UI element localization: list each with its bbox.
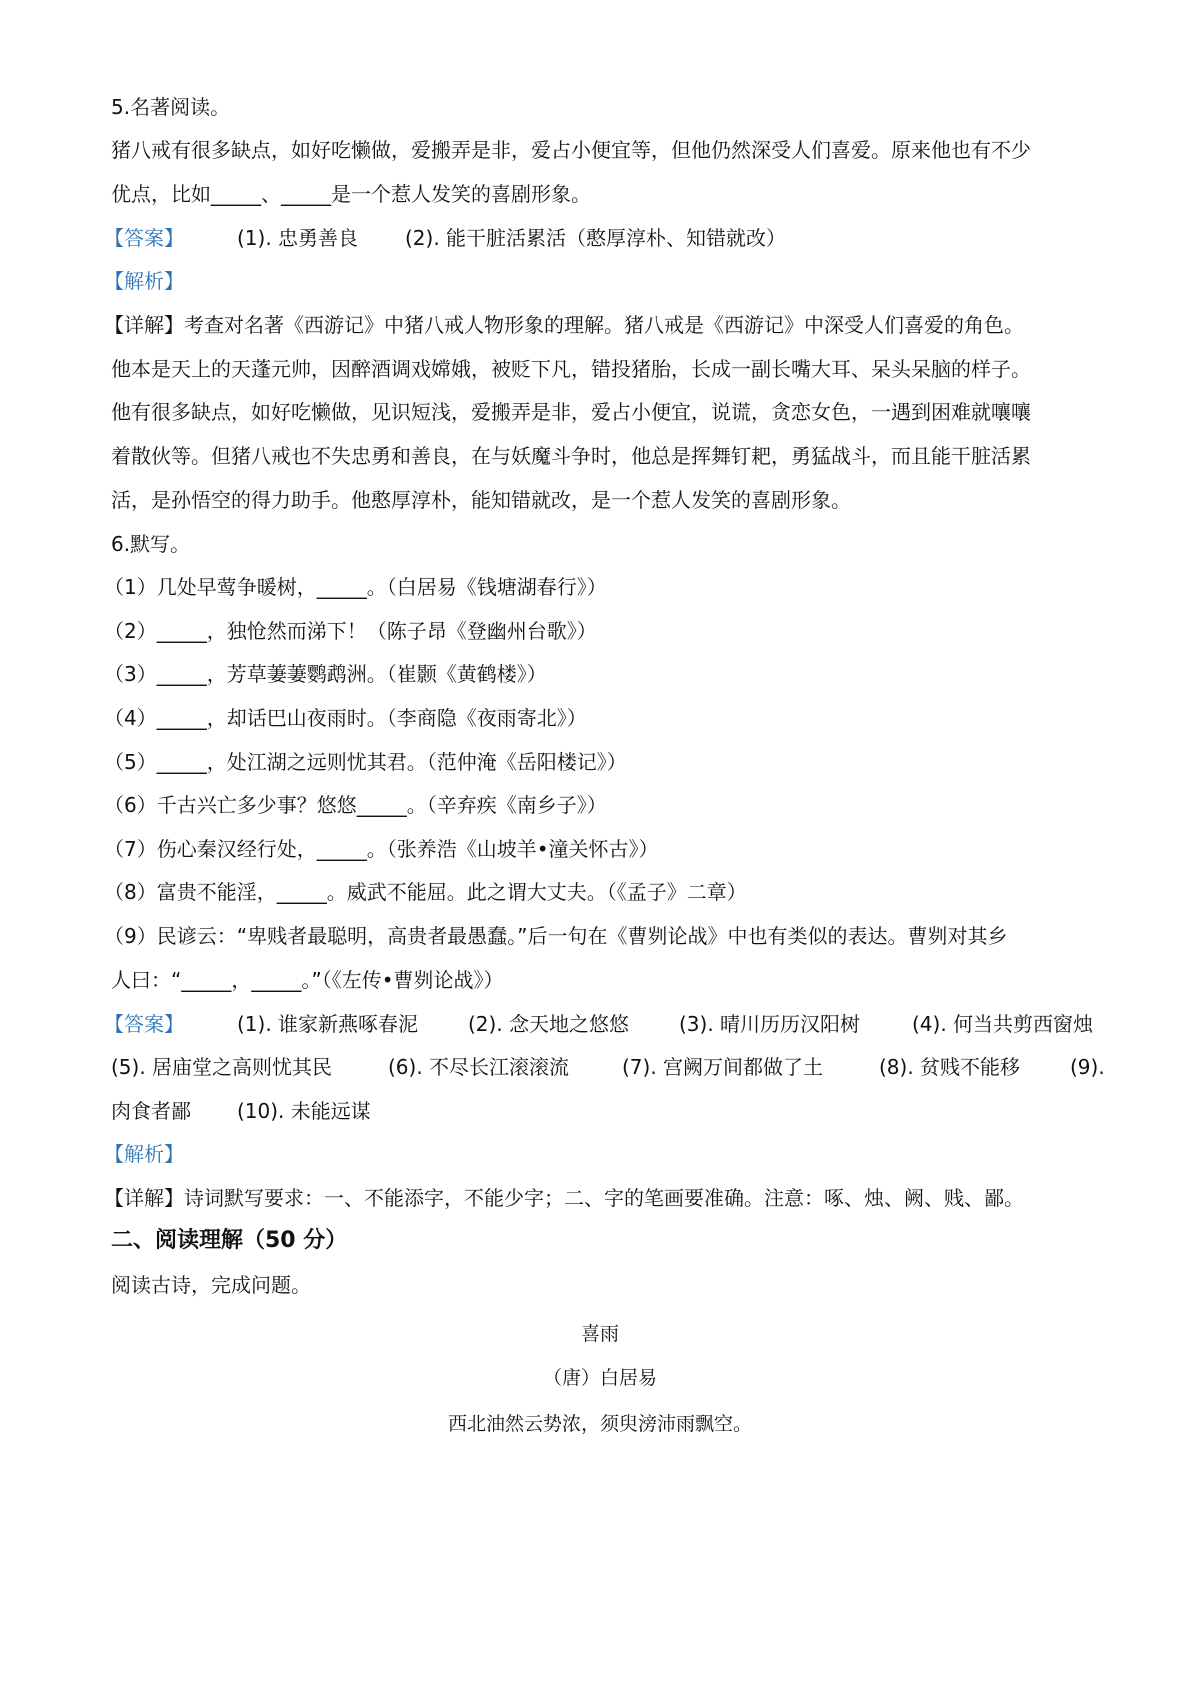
q6-answer-9-number: (9).	[1070, 1055, 1105, 1079]
q6-answer-4: (4). 何当共剪西窗烛	[912, 1012, 1094, 1036]
q5-detail-line-3: 他有很多缺点，如好吃懒做，见识短浅，爱搬弄是非，爱占小便宜，说谎，贪恋女色，一遇到困难就嚷嚷	[111, 400, 1031, 424]
poem-title: 喜雨	[580, 1323, 619, 1345]
q5-title: 5.名著阅读。	[111, 95, 231, 119]
poem-author: （唐）白居易	[542, 1367, 657, 1389]
q6-answer-1: (1). 谁家新燕啄春泥	[237, 1012, 419, 1036]
q6-item-3: （3）_____，芳草萋萋鹦鹉洲。（崔颢《黄鹤楼》）	[104, 662, 547, 686]
q6-item-9-continued: 人曰：“_____，_____。”（《左传•曹刿论战》）	[111, 968, 504, 992]
q5-answer-2: (2). 能干脏活累活（憨厚淳朴、知错就改）	[405, 226, 787, 250]
q5-detail-line-4: 着散伙等。但猪八戒也不失忠勇和善良，在与妖魔斗争时，他总是挥舞钉耙，勇猛战斗，而且能干脏活累	[111, 444, 1031, 468]
q6-item-8: （8）富贵不能淫，_____。威武不能屈。此之谓大丈夫。（《孟子》二章）	[104, 880, 747, 904]
q6-title: 6.默写。	[111, 532, 191, 556]
q6-item-4: （4）_____，却话巴山夜雨时。（李商隐《夜雨寄北》）	[104, 706, 587, 730]
q6-analysis-label: 【解析】	[104, 1142, 184, 1166]
section-intro: 阅读古诗，完成问题。	[111, 1273, 311, 1297]
q6-item-5: （5）_____，处江湖之远则忧其君。（范仲淹《岳阳楼记》）	[104, 750, 627, 774]
section-heading: 二、阅读理解（50 分）	[111, 1228, 348, 1253]
q5-detail-line-2: 他本是天上的天蓬元帅，因醉酒调戏嫦娥，被贬下凡，错投猪胎，长成一副长嘴大耳、呆头呆脑的样子。	[111, 357, 1031, 381]
q6-answer-5: (5). 居庙堂之高则忧其民	[111, 1055, 333, 1079]
q5-answer-1: (1). 忠勇善良	[237, 226, 359, 250]
q6-answer-8: (8). 贫贱不能移	[879, 1055, 1021, 1079]
q6-answer-9: 肉食者鄙	[111, 1099, 191, 1123]
q6-answer-2: (2). 念天地之悠悠	[468, 1012, 630, 1036]
q5-analysis-label: 【解析】	[104, 269, 184, 293]
q5-answer-label: 【答案】	[104, 226, 184, 250]
poem-line-1: 西北油然云势浓，须臾滂沛雨飘空。	[447, 1413, 752, 1435]
q6-item-9: （9）民谚云：“卑贱者最聪明，高贵者最愚蠢。”后一句在《曹刿论战》中也有类似的表达。曹刿对其乡	[104, 924, 1008, 948]
q6-answer-7: (7). 宫阙万间都做了土	[622, 1055, 824, 1079]
q5-detail-line-1: 【详解】考查对名著《西游记》中猪八戒人物形象的理解。猪八戒是《西游记》中深受人们喜爱的角色。	[104, 313, 1024, 337]
q5-stem-line-2: 优点，比如_____、_____是一个惹人发笑的喜剧形象。	[111, 182, 591, 206]
q5-detail-line-5: 活，是孙悟空的得力助手。他憨厚淳朴，能知错就改，是一个惹人发笑的喜剧形象。	[111, 488, 851, 512]
q6-answer-6: (6). 不尽长江滚滚流	[388, 1055, 570, 1079]
q6-answer-10: (10). 未能远谋	[237, 1099, 371, 1123]
q6-detail: 【详解】诗词默写要求：一、不能添字，不能少字；二、字的笔画要准确。注意：啄、烛、阙、贱、鄙。	[104, 1186, 1024, 1210]
q6-item-6: （6）千古兴亡多少事？悠悠_____。（辛弃疾《南乡子》）	[104, 793, 607, 817]
q6-answer-3: (3). 晴川历历汉阳树	[679, 1012, 861, 1036]
q6-item-1: （1）几处早莺争暖树，_____。（白居易《钱塘湖春行》）	[104, 575, 607, 599]
q5-stem-line-1: 猪八戒有很多缺点，如好吃懒做，爱搬弄是非，爱占小便宜等，但他仍然深受人们喜爱。原来他也有不少	[111, 138, 1031, 162]
q6-item-7: （7）伤心秦汉经行处，_____。（张养浩《山坡羊•潼关怀古》）	[104, 837, 659, 861]
q6-item-2: （2）_____，独怆然而涕下！（陈子昂《登幽州台歌》）	[104, 619, 597, 643]
q6-answer-label: 【答案】	[104, 1012, 184, 1036]
